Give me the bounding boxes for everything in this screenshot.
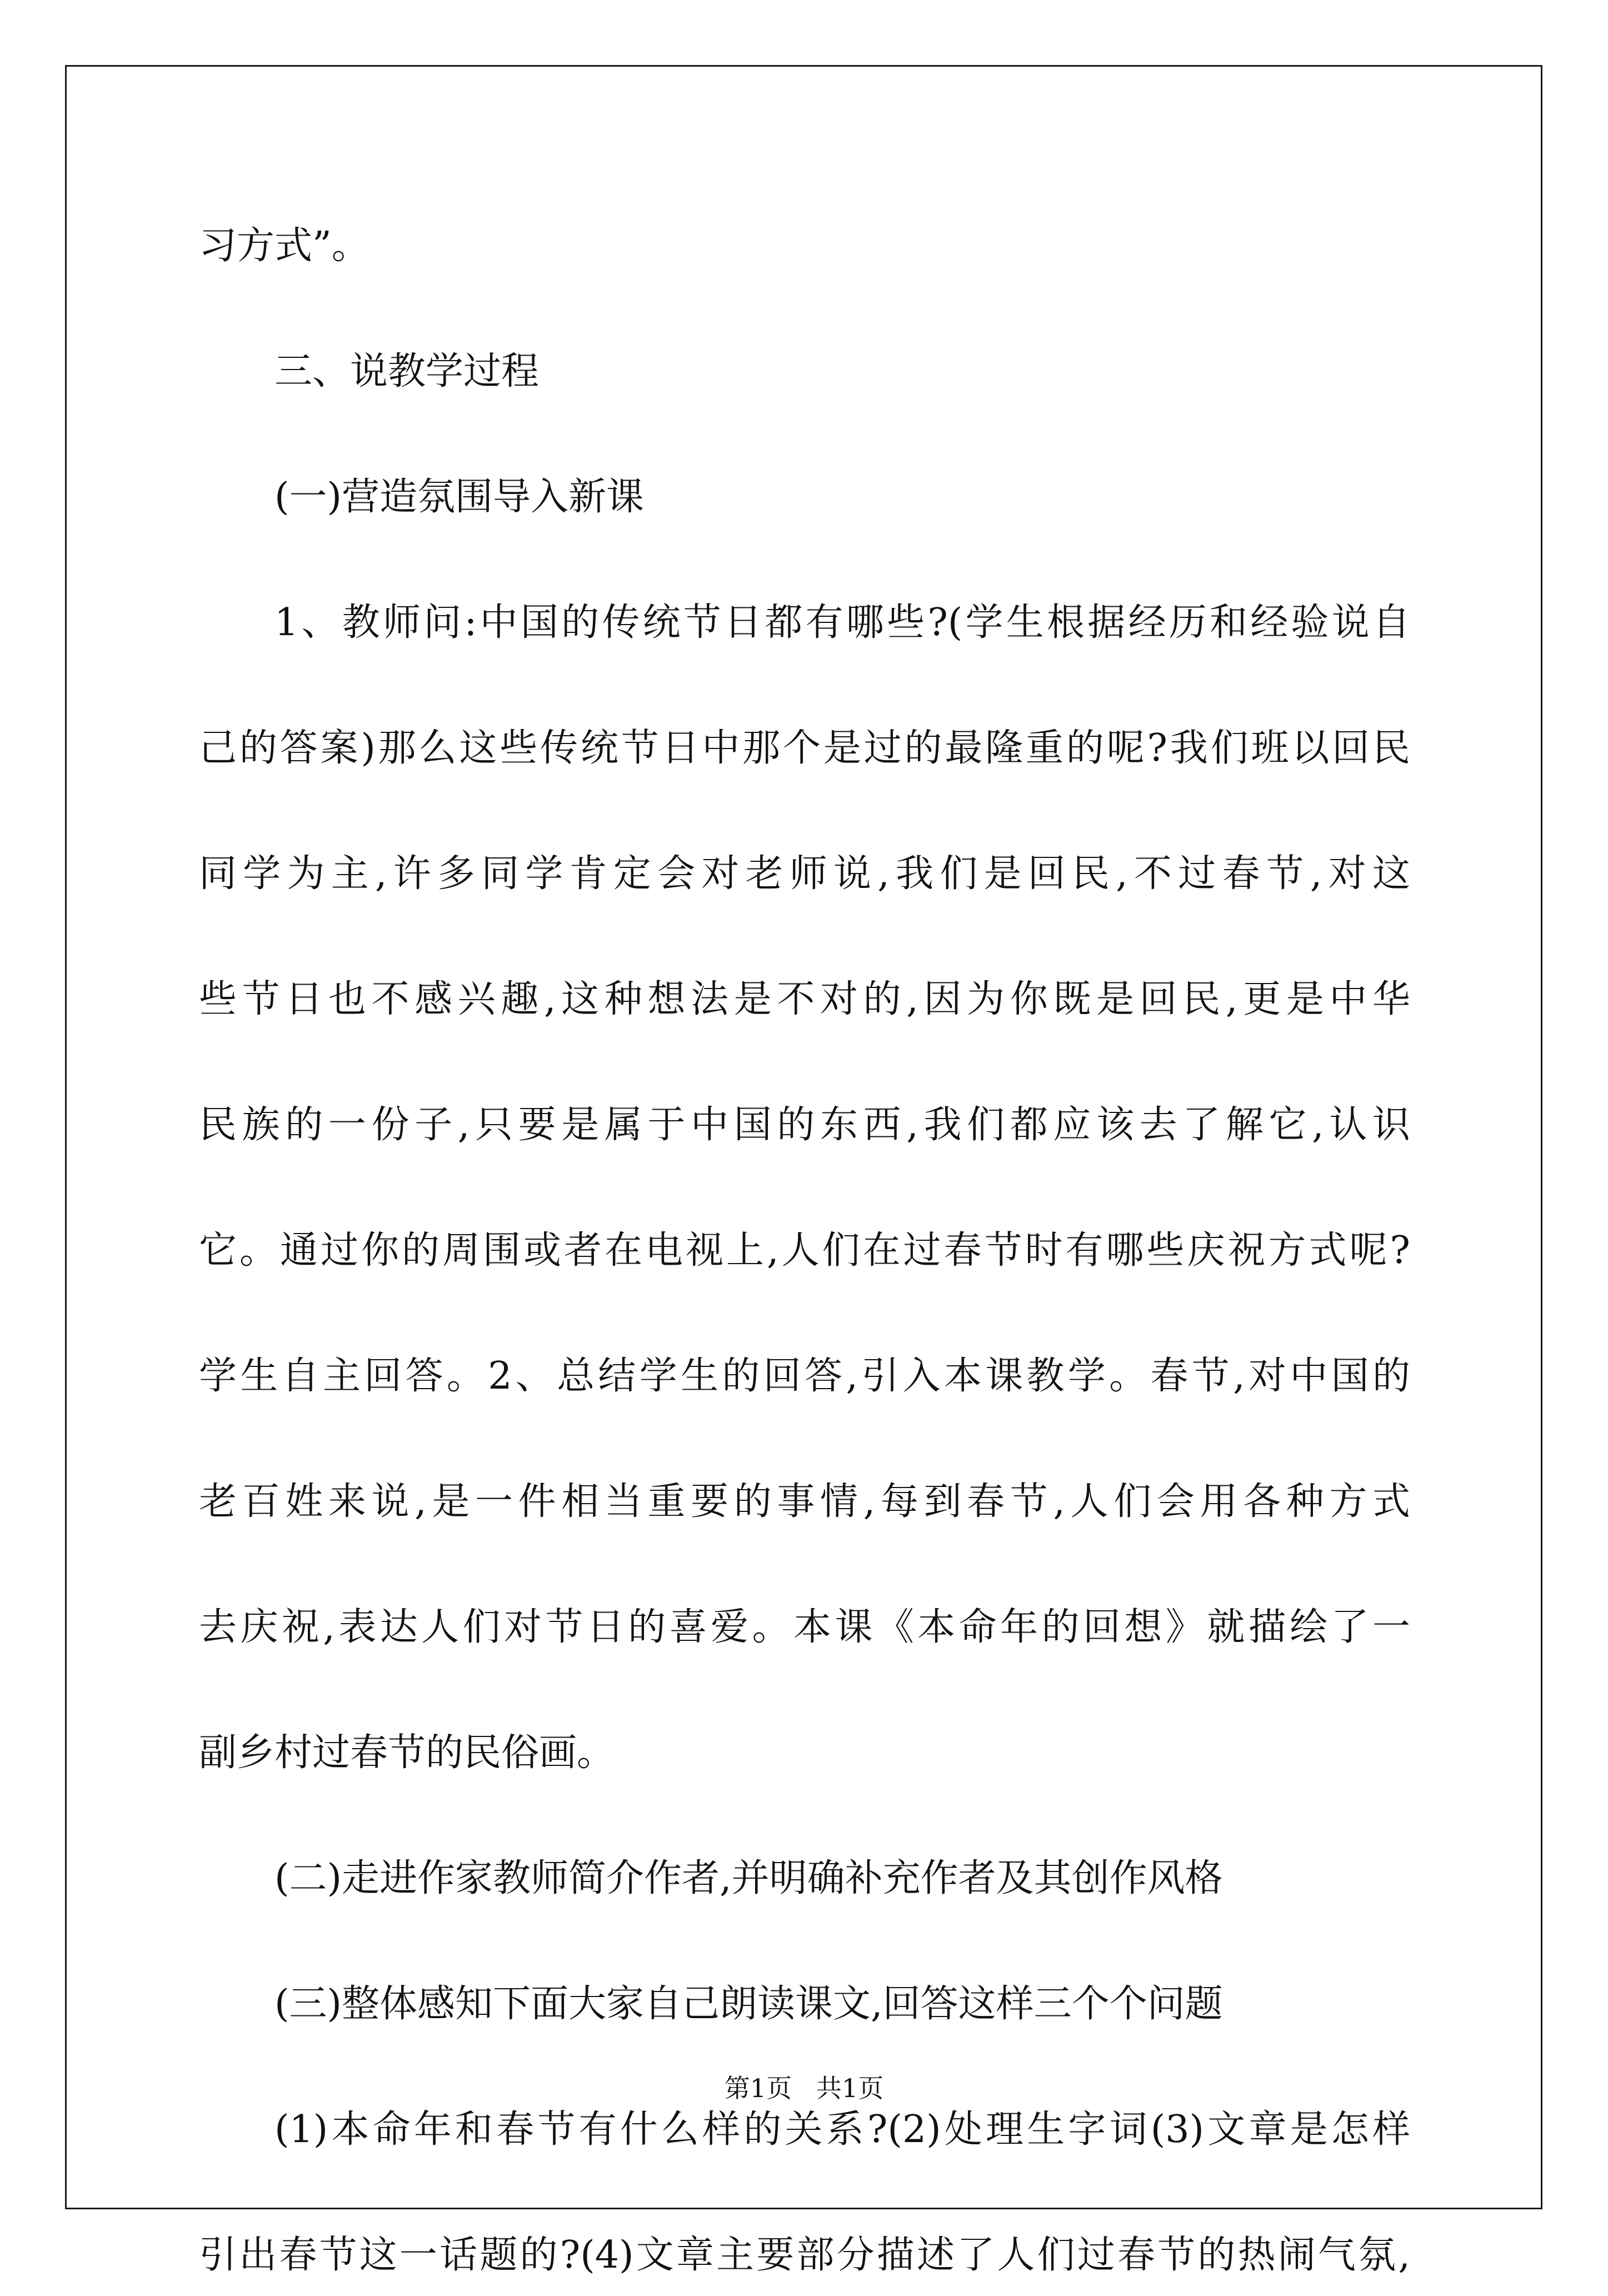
text-line: 学生自主回答。2、总结学生的回答,引入本课教学。春节,对中国的 <box>199 1354 1410 1398</box>
paragraph-gap <box>199 1543 1410 1587</box>
paragraph-gap <box>199 1166 1410 1210</box>
text-line: 引出春节这一话题的?(4)文章主要部分描述了人们过春节的热闹气氛, <box>199 2233 1410 2277</box>
text-line: 老百姓来说,是一件相当重要的事情,每到春节,人们会用各种方式 <box>199 1480 1410 1524</box>
text-line: 1、教师问:中国的传统节日都有哪些?(学生根据经历和经验说自 <box>274 601 1410 645</box>
paragraph-gap <box>199 1291 1410 1336</box>
paragraph-gap <box>199 1417 1410 1461</box>
text-line: 些节日也不感兴趣,这种想法是不对的,因为你既是回民,更是中华 <box>199 977 1410 1021</box>
paragraph-gap <box>199 2170 1410 2215</box>
subsection-heading: (一)营造氛围导入新课 <box>274 475 645 519</box>
page-number-footer: 第1页 共1页 <box>724 2073 884 2103</box>
paragraph-gap <box>199 915 1410 959</box>
text-line: (1)本命年和春节有什么样的关系?(2)处理生字词(3)文章是怎样 <box>274 2108 1410 2152</box>
paragraph-gap <box>199 1668 1410 1713</box>
section-heading: 三、说教学过程 <box>274 350 540 393</box>
text-line: 习方式”。 <box>199 224 369 268</box>
text-line: 去庆祝,表达人们对节日的喜爱。本课《本命年的回想》就描绘了一 <box>199 1605 1410 1649</box>
paragraph-gap <box>199 412 1410 457</box>
paragraph-gap <box>199 789 1410 833</box>
subsection-heading: (二)走进作家教师简介作者,并明确补充作者及其创作风格 <box>274 1856 1223 1900</box>
paragraph-gap <box>199 663 1410 708</box>
paragraph-gap <box>199 538 1410 582</box>
document-body <box>199 206 1410 2296</box>
text-line: 民族的一份子,只要是属于中国的东西,我们都应该去了解它,认识 <box>199 1103 1410 1147</box>
paragraph-gap <box>199 1919 1410 1964</box>
paragraph-gap <box>199 1040 1410 1085</box>
subsection-heading: (三)整体感知下面大家自己朗读课文,回答这样三个个问题 <box>274 1982 1223 2026</box>
text-line: 己的答案)那么这些传统节日中那个是过的最隆重的呢?我们班以回民 <box>199 726 1410 770</box>
paragraph-gap <box>199 287 1410 331</box>
text-line: 它。通过你的周围或者在电视上,人们在过春节时有哪些庆祝方式呢? <box>199 1229 1410 1272</box>
text-line: 副乡村过春节的民俗画。 <box>199 1731 615 1775</box>
paragraph-gap <box>199 1794 1410 1838</box>
text-line: 同学为主,许多同学肯定会对老师说,我们是回民,不过春节,对这 <box>199 852 1410 896</box>
